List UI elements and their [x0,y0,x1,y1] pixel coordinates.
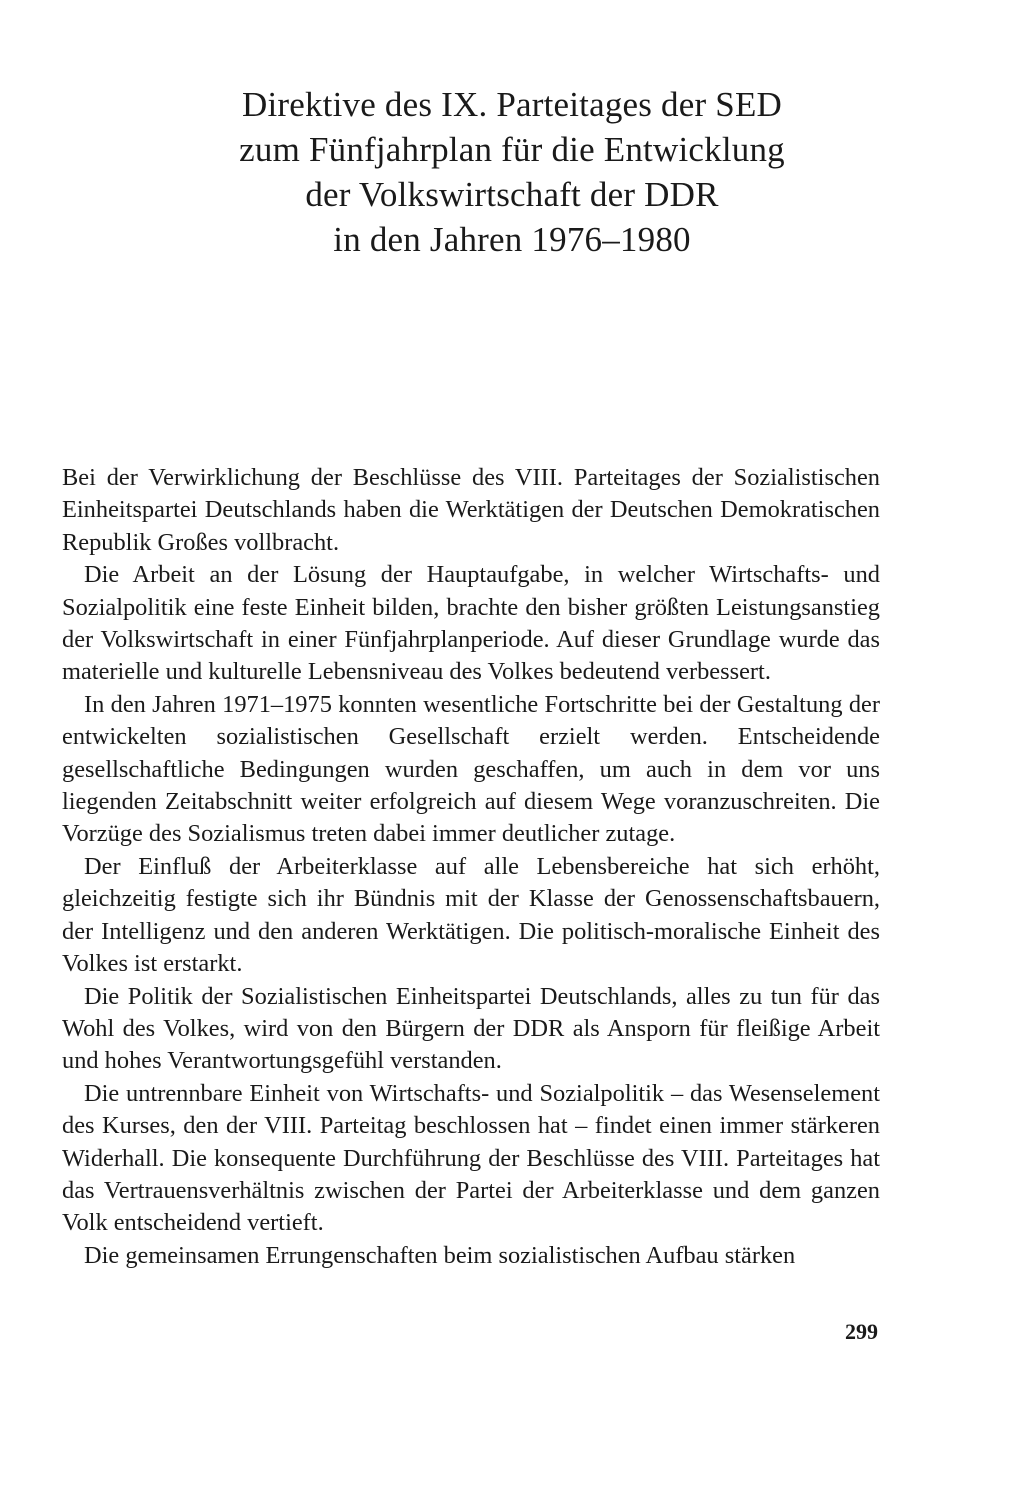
paragraph-7: Die gemeinsamen Errungenschaften beim sozialistischen Aufbau stärken [84,1241,796,1269]
paragraph-6: Die untrennbare Einheit von Wirtschafts- und Sozialpolitik – das Wesenselement des Kurses, den der VIII. Parteitag beschlossen hat – findet einen immer stärkeren Widerhall. Die konsequente Durchführung der Beschlüsse des VIII. Parteitages hat das Vertrauensverhältnis zwischen der Partei der Arbeiterklasse und dem ganzen Volk entscheidend vertieft. [62,1079,880,1237]
title-line-1: Direktive des IX. Parteitages der SED [241,85,783,124]
document-title [60,82,964,262]
paragraph-1: Bei der Verwirklichung der Beschlüsse des VIII. Parteitages der Sozialistischen Einheitspartei Deutschlands haben die Werktätigen der Deutschen Demokratischen Republik Großes vollbracht. [62,464,880,556]
body-text [62,462,880,1272]
paragraph-3: In den Jahren 1971–1975 konnten wesentliche Fortschritte bei der Gestaltung der entwickelten sozialistischen Gesellschaft erzielt werden. Entscheidende gesellschaftliche Bedingungen wurden geschaffen, um auch in dem vor uns liegenden Zeitabschnitt weiter erfolgreich auf diesem Wege voranzuschreiten. Die Vorzüge des Sozialismus treten dabei immer deutlicher zutage. [62,690,880,848]
paragraph-2: Die Arbeit an der Lösung der Hauptaufgabe, in welcher Wirtschafts- und Sozialpolitik eine feste Einheit bilden, brachte den bisher größten Leistungsanstieg der Volkswirtschaft in einer Fünfjahrplanperiode. Auf dieser Grundlage wurde das materielle und kulturelle Lebensniveau des Volkes bedeutend verbessert. [62,561,880,686]
paragraph-4: Der Einfluß der Arbeiterklasse auf alle Lebensbereiche hat sich erhöht, gleichzeitig festigte sich ihr Bündnis mit der Klasse der Genossenschaftsbauern, der Intelligenz und den anderen Werktätigen. Die politisch-moralische Einheit des Volkes ist erstarkt. [62,852,880,978]
title-line-2: zum Fünfjahrplan für die Entwicklung [239,130,785,169]
title-line-3: der Volkswirtschaft der DDR [305,175,719,214]
paragraph-5: Die Politik der Sozialistischen Einheitspartei Deutschlands, alles zu tun für das Wohl des Volkes, wird von den Bürgern der DDR als Ansporn für fleißige Arbeit und hohes Verantwortungsgefühl verstanden. [62,982,880,1075]
title-line-4: in den Jahren 1976–1980 [333,220,691,259]
page-number: 299 [845,1319,878,1344]
